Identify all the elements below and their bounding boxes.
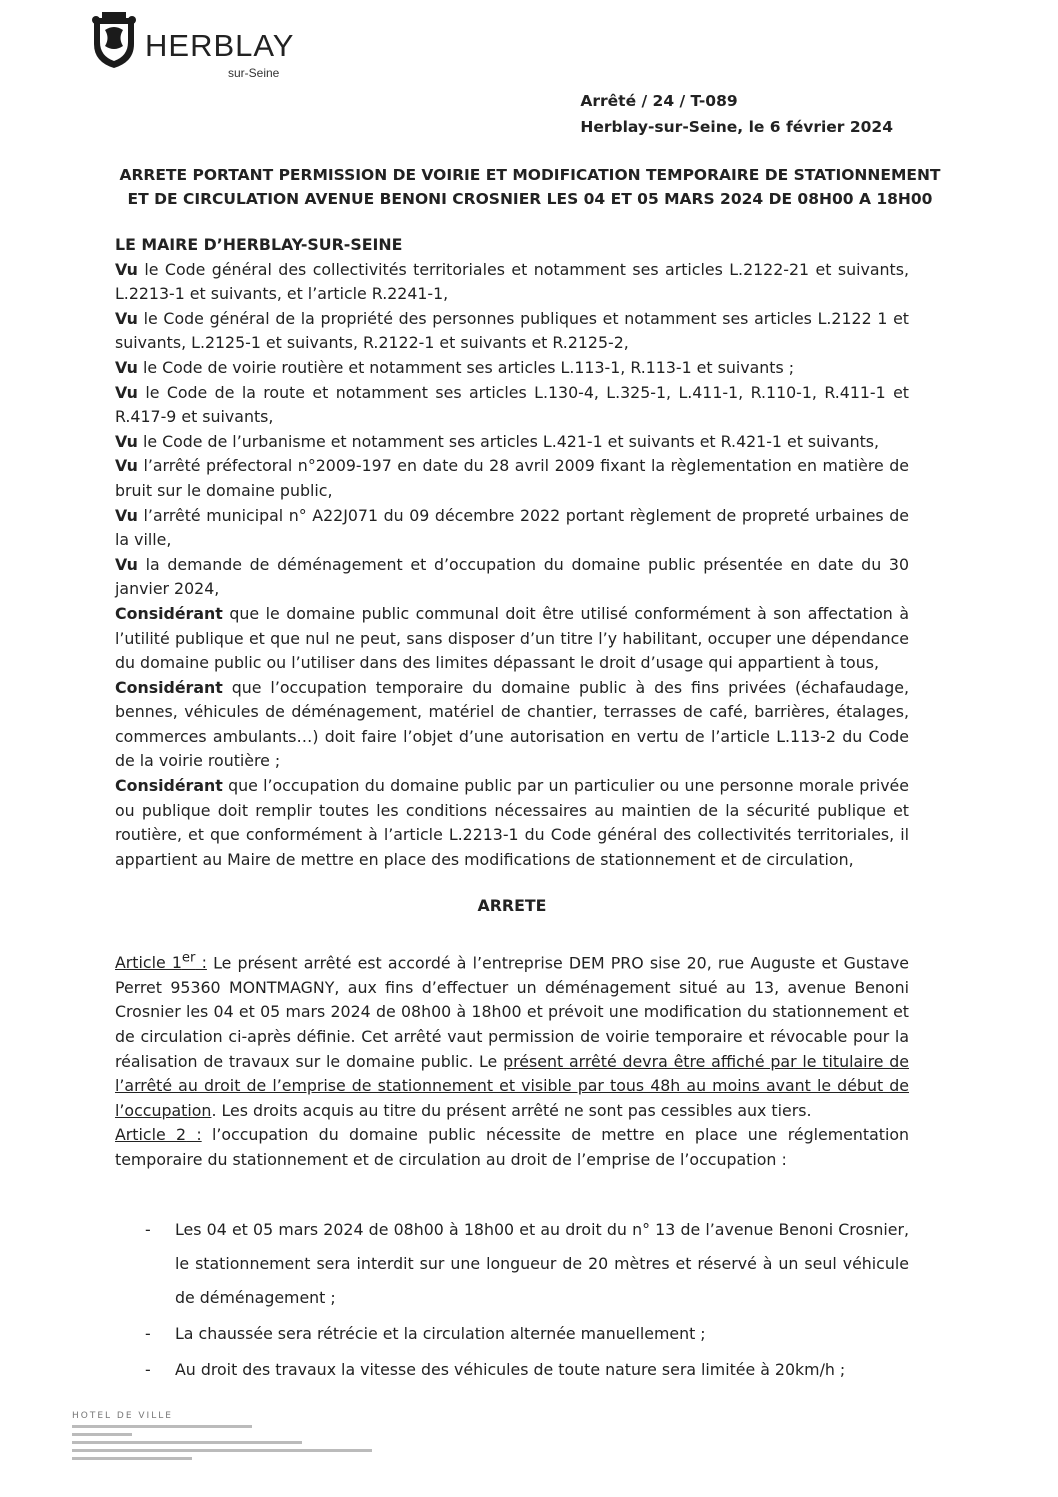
article-1 (115, 947, 909, 1123)
vu-text: l’arrêté municipal n° A22J071 du 09 décembre 2022 portant règlement de propreté urbaines de la ville, (115, 505, 909, 550)
footer-faint-text (72, 1421, 382, 1469)
vu-text: le Code de l’urbanisme et notamment ses articles L.421-1 et suivants et R.421-1 et suivants, (142, 431, 880, 451)
article-1-text-a: Le présent arrêté est accordé à l’entreprise DEM PRO sise 20, rue Auguste et Gustave Perret 95360 MONTMAGNY, aux fins d’effectuer un déménagement situé au 13, avenue Benoni Crosnier les 04 et 05 mars 2024 de 08h00 à 18h00 et prévoit une modification du stationnement et de circulation ci-après définie. Cet arrêté vaut permission de voirie temporaire et révocable pour la réalisation de travaux sur le domaine public. Le (115, 953, 910, 1071)
considerant-text: que le domaine public communal doit être utilisé conformément à son affectation à l’utilité publique et que nul ne peut, sans disposer d’un titre l’y habilitant, occuper une dépendance du domaine public ou l’utiliser dans des limites dépassant le droit d’usage qui appartient à tous, (115, 603, 910, 673)
vu-paragraph (115, 430, 909, 455)
considerant-lead: Considérant (115, 677, 223, 697)
list-item: - Au droit des travaux la vitesse des véhicules de toute nature sera limitée à 20km/h ; (175, 1353, 909, 1387)
list-item: - La chaussée sera rétrécie et la circulation alternée manuellement ; (175, 1317, 909, 1351)
article-2 (115, 1123, 909, 1172)
vu-lead: Vu (115, 382, 138, 402)
considerant-lead: Considérant (115, 603, 223, 623)
maire-heading: LE MAIRE D’HERBLAY-SUR-SEINE (115, 235, 403, 254)
vu-lead: Vu (115, 431, 138, 451)
vu-lead: Vu (115, 357, 138, 377)
vu-text: la demande de déménagement et d’occupation du domaine public présentée en date du 30 janvier 2024, (115, 554, 909, 599)
considerant-lead: Considérant (115, 776, 223, 796)
arrete-heading: ARRETE (477, 896, 547, 916)
vu-paragraph (115, 504, 909, 553)
reference-number: Arrêté / 24 / T-089 (580, 92, 738, 110)
considerant-text: que l’occupation du domaine public par un particulier ou une personne morale privée ou publique doit remplir toutes les conditions nécessaires au maintien de la sécurité publique et routière, et que conformément à l’article L.2213-1 du Code général des collectivités territoriales, il appartient au Maire de mettre en place des modifications de stationnement et de circulation, (115, 776, 909, 869)
article-1-label: Article 1er : (115, 951, 207, 973)
title-line-1: ARRETE PORTANT PERMISSION DE VOIRIE ET MODIFICATION TEMPORAIRE DE STATIONNEMENT (119, 166, 941, 184)
city-name: HERBLAY (145, 28, 295, 63)
city-logo (88, 10, 318, 80)
vu-text: le Code général des collectivités territoriales et notamment ses articles L.2122-21 et suivants, L.2213-1 et suivants, et l’article R.2241-1, (115, 259, 909, 304)
footer-heading: HOTEL DE VILLE (72, 1411, 173, 1421)
vu-paragraph (115, 381, 909, 430)
vu-text: le Code général de la propriété des personnes publiques et notamment ses articles L.2122 1 et suivants, L.2125-1 et suivants, R.2122-1 et suivants et R.2125-2, (115, 308, 909, 353)
vu-paragraph (115, 307, 909, 356)
vu-lead: Vu (115, 505, 138, 525)
reference-block (580, 88, 893, 140)
vu-paragraph (115, 553, 909, 602)
vu-text: le Code de voirie routière et notamment ses articles L.113-1, R.113-1 et suivants ; (142, 357, 795, 377)
vu-lead: Vu (115, 456, 138, 476)
measures-list (115, 1213, 909, 1387)
considerant-paragraph (115, 602, 909, 676)
considerant-text: que l’occupation temporaire du domaine public à des fins privées (échafaudage, bennes, véhicules de déménagement, matériel de chantier, terrasses de café, barrières, étalages, commerces ambulants…) doit faire l’objet d’une autorisation en vertu de l’article L.113-2 du Code de la voirie routière ; (115, 677, 909, 771)
city-suffix: sur-Seine (228, 66, 280, 80)
document-title (60, 163, 1000, 211)
vu-text: le Code de la route et notamment ses articles L.130-4, L.325-1, L.411-1, R.110-1, R.411-1 et R.417-9 et suivants, (115, 382, 909, 427)
place-date: Herblay-sur-Seine, le 6 février 2024 (580, 118, 893, 136)
document-body (115, 233, 909, 1389)
article-1-sup: er (181, 951, 196, 967)
title-line-2: ET DE CIRCULATION AVENUE BENONI CROSNIER LES 04 ET 05 MARS 2024 DE 08H00 A 18H00 (127, 190, 933, 208)
vu-paragraph (115, 258, 909, 307)
vu-paragraph (115, 454, 909, 503)
article-2-label: Article 2 : (115, 1125, 202, 1145)
article-1-text-b: . Les droits acquis au titre du présent arrêté ne sont pas cessibles aux tiers. (211, 1100, 812, 1120)
article-1-underlined: présent arrêté devra être affiché par le titulaire de l’arrêté au droit de l’emprise de stationnement et visible par tous 48h au moins avant le début de l’occupation (115, 1051, 910, 1120)
list-item: - Les 04 et 05 mars 2024 de 08h00 à 18h00 et au droit du n° 13 de l’avenue Benoni Crosnier, le stationnement sera interdit sur une longueur de 20 mètres et réservé à un seul véhicule de déménagement ; (175, 1213, 909, 1315)
vu-lead: Vu (115, 259, 138, 279)
footer-address (72, 1412, 382, 1472)
vu-lead: Vu (115, 554, 138, 574)
article-2-text: l’occupation du domaine public nécessite de mettre en place une réglementation temporaire du stationnement et de circulation au droit de l’emprise de l’occupation : (115, 1125, 910, 1170)
considerant-paragraph (115, 774, 909, 872)
vu-text: l’arrêté préfectoral n°2009-197 en date du 28 avril 2009 fixant la règlementation en matière de bruit sur le domaine public, (115, 456, 909, 500)
considerant-paragraph (115, 676, 909, 774)
coat-of-arms-icon (88, 10, 140, 72)
vu-lead: Vu (115, 308, 138, 328)
vu-paragraph (115, 356, 909, 381)
